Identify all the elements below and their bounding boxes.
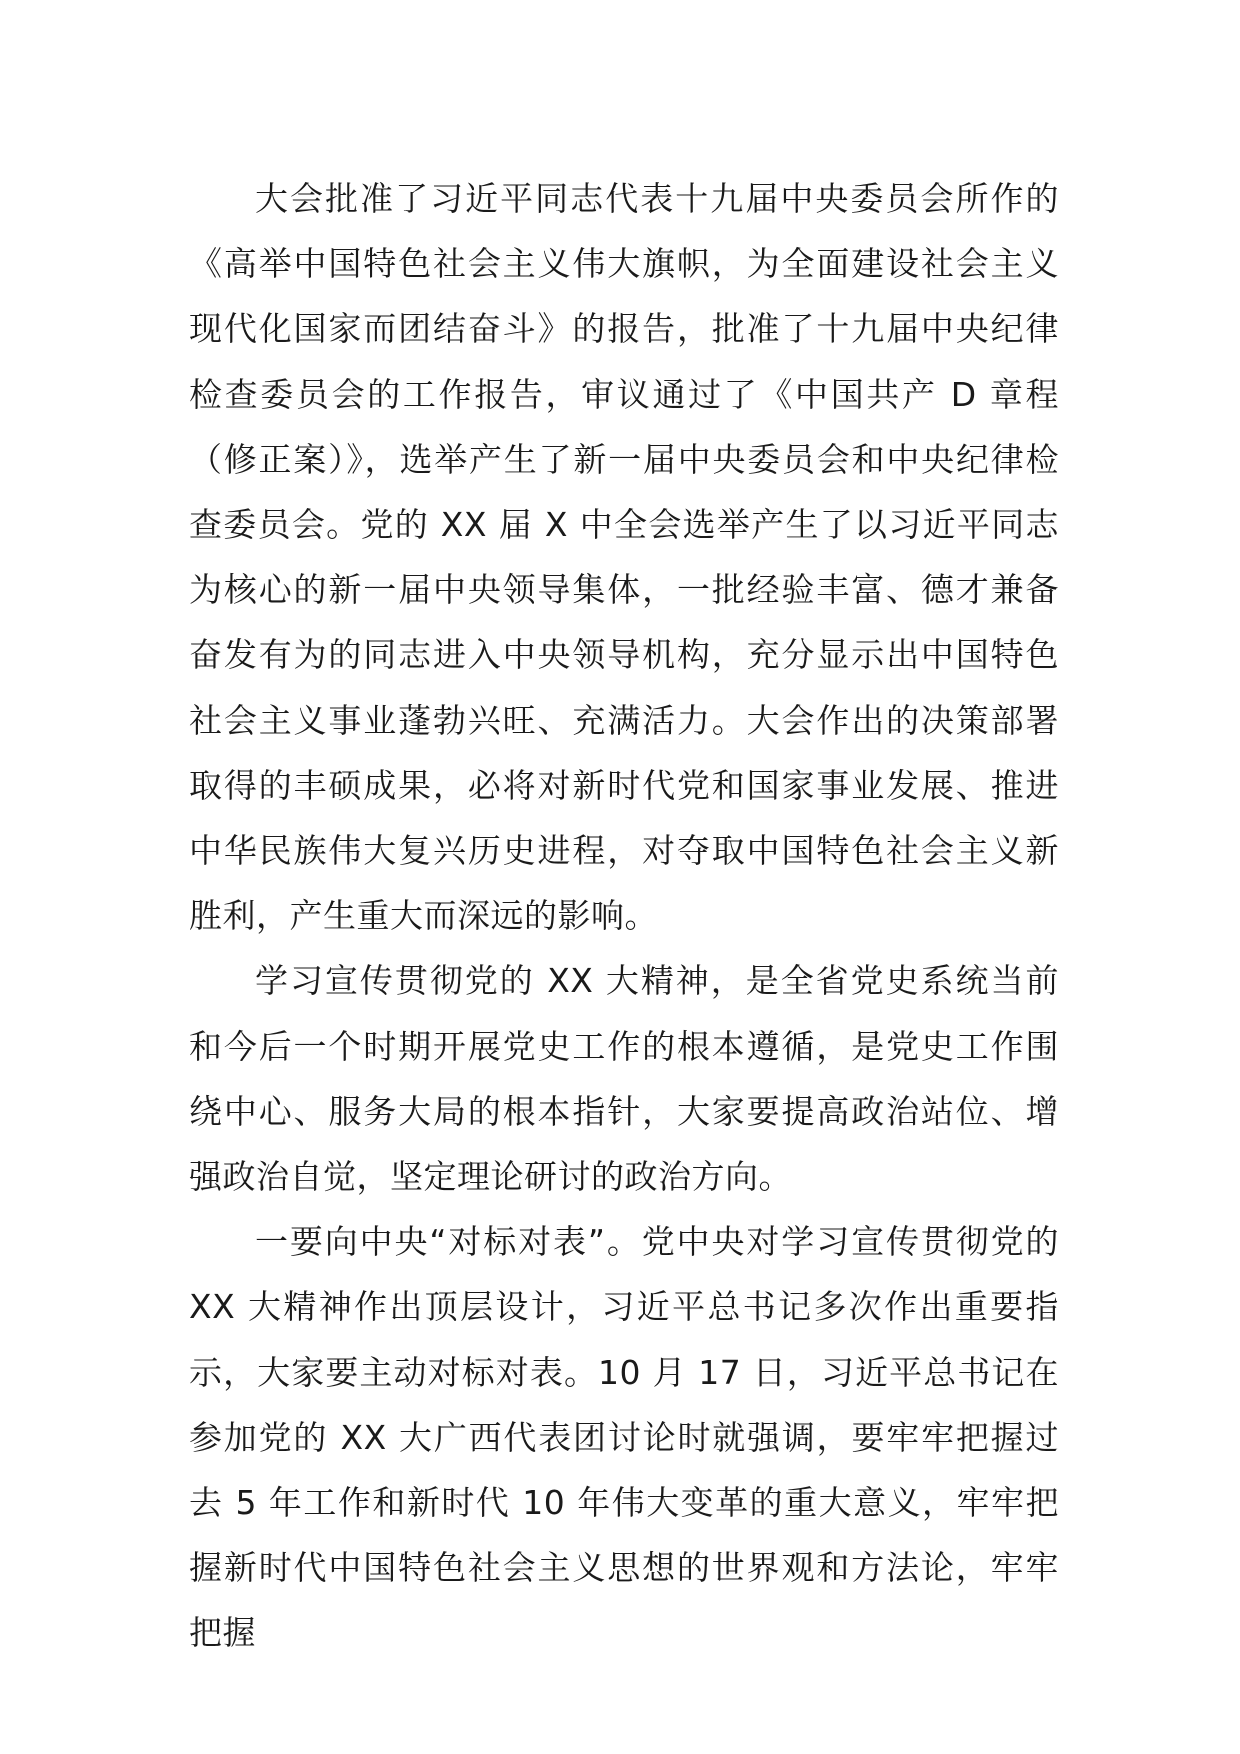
paragraph-1: 大会批准了习近平同志代表十九届中央委员会所作的《高举中国特色社会主义伟大旗帜，为全面建设社会主义现代化国家而团结奋斗》的报告，批准了十九届中央纪律检查委员会的工作报告，审议通过了《中国共产 D 章程（修正案）》，选举产生了新一届中央委员会和中央纪律检查委员会。党的 XX 届 X 中全会选举产生了以习近平同志为核心的新一届中央领导集体，一批经验丰富、德才兼备奋发有为的同志进入中央领导机构，充分显示出中国特色社会主义事业蓬勃兴旺、充满活力。大会作出的决策部署取得的丰硕成果，必将对新时代党和国家事业发展、推进中华民族伟大复兴历史进程，对夺取中国特色社会主义新胜利，产生重大而深远的影响。 [189, 179, 1059, 936]
body-text [189, 166, 1059, 1666]
paragraph-2: 学习宣传贯彻党的 XX 大精神，是全省党史系统当前和今后一个时期开展党史工作的根本遵循，是党史工作围绕中心、服务大局的根本指针，大家要提高政治站位、增强政治自觉，坚定理论研讨的政治方向。 [189, 961, 1059, 1197]
paragraph-3: 一要向中央“对标对表”。党中央对学习宣传贯彻党的 XX 大精神作出顶层设计，习近平总书记多次作出重要指示，大家要主动对标对表。10 月 17 日，习近平总书记在参加党的 XX 大广西代表团讨论时就强调，要牢牢把握过去 5 年工作和新时代 10 年伟大变革的重大意义，牢牢把握新时代中国特色社会主义思想的世界观和方法论，牢牢把握 [189, 1222, 1059, 1653]
